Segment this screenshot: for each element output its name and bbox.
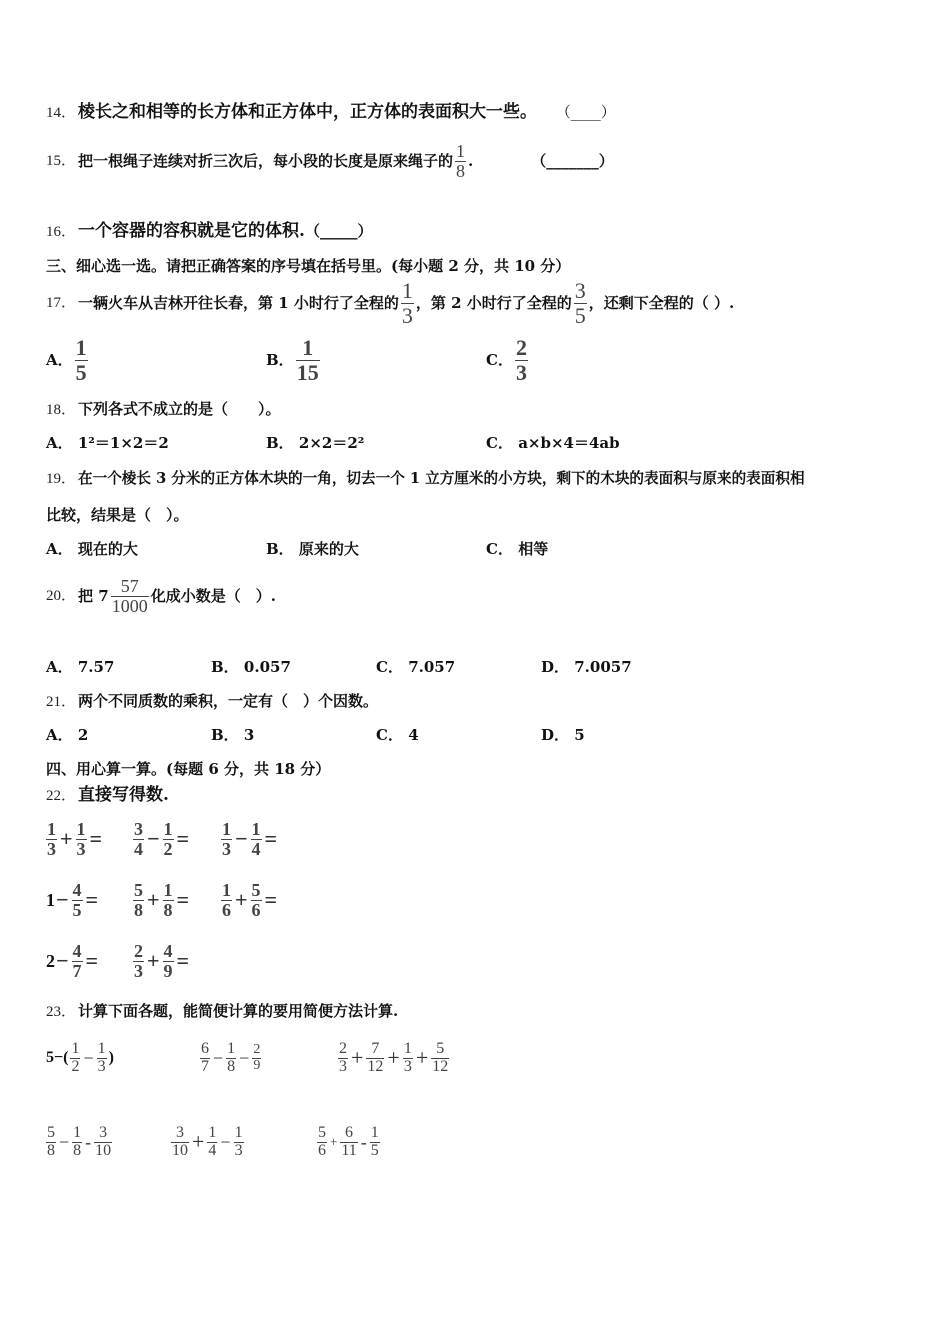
option-text: 7.0057 bbox=[574, 658, 632, 676]
answer-blank[interactable]: （_____） bbox=[304, 222, 373, 240]
option-a[interactable] bbox=[46, 433, 169, 453]
option-text: 现在的大 bbox=[77, 540, 138, 558]
question-number: 14． bbox=[46, 105, 77, 121]
expression bbox=[219, 814, 278, 864]
fraction: $\frac{6}{11}$ bbox=[341, 1123, 357, 1159]
option-text: 原来的大 bbox=[298, 540, 359, 558]
option-label: B． bbox=[266, 434, 294, 452]
question-number: 19． bbox=[46, 471, 77, 487]
fraction: $\frac{7}{12}$ bbox=[367, 1039, 384, 1075]
question-number: 23． bbox=[46, 1004, 77, 1020]
option-b[interactable] bbox=[266, 539, 359, 559]
option-b[interactable] bbox=[211, 725, 254, 745]
operator: = bbox=[85, 948, 99, 973]
question-text: ，还剩下全程的（ ）. bbox=[588, 294, 735, 312]
option-text: 相等 bbox=[518, 540, 549, 558]
question-text: ，第 2 小时行了全程的 bbox=[415, 294, 572, 312]
expression bbox=[198, 1031, 263, 1085]
option-label: A． bbox=[46, 351, 73, 369]
option-b[interactable] bbox=[266, 334, 322, 386]
question-text: 在一个棱长 3 分米的正方体木块的一角，切去一个 1 立方厘米的小方块，剩下的木块的表面积与原来的表面积相 bbox=[78, 470, 805, 487]
operator: - bbox=[85, 1131, 92, 1152]
question-number: 15． bbox=[46, 153, 77, 169]
question-text: 一辆火车从吉林开往长春，第 1 小时行了全程的 bbox=[78, 294, 399, 312]
fraction: $\frac{5}{6}$ bbox=[318, 1123, 326, 1159]
operator: − bbox=[83, 1047, 94, 1068]
fraction: $\frac{1}{5}$ bbox=[370, 1123, 379, 1159]
expression bbox=[131, 875, 190, 925]
option-a[interactable] bbox=[46, 539, 138, 559]
answer-blank[interactable]: （_______） bbox=[531, 152, 614, 170]
operator: + bbox=[235, 887, 248, 912]
fraction: $\frac{5}{8}$ bbox=[134, 879, 143, 920]
question-number: 22． bbox=[46, 788, 77, 804]
fraction: $\frac{1}{8}$ bbox=[456, 140, 466, 181]
operator: − bbox=[147, 826, 160, 851]
operator: + bbox=[192, 1129, 205, 1154]
option-text: a×b×4＝4ab bbox=[518, 434, 620, 452]
option-label: A． bbox=[46, 658, 73, 676]
option-c[interactable] bbox=[486, 334, 530, 386]
fraction: $\frac{1}{3}$ bbox=[401, 278, 413, 328]
option-c[interactable] bbox=[376, 657, 455, 677]
question-23 bbox=[46, 1001, 398, 1022]
option-label: D． bbox=[541, 726, 570, 744]
fraction: $\frac{1}{2}$ bbox=[163, 818, 173, 859]
fraction: $\frac{1}{3}$ bbox=[403, 1039, 412, 1075]
option-text: 0.057 bbox=[243, 658, 291, 676]
section-4-heading: 四、用心算一算。(每题 6 分，共 18 分） bbox=[46, 760, 331, 778]
fraction: $\frac{1}{8}$ bbox=[73, 1123, 82, 1159]
option-c[interactable] bbox=[486, 539, 548, 559]
fraction: $\frac{5}{12}$ bbox=[432, 1039, 449, 1075]
integer: 5−( bbox=[46, 1049, 69, 1066]
option-label: C． bbox=[486, 540, 513, 558]
operator: = bbox=[264, 887, 278, 912]
expression bbox=[315, 1115, 382, 1169]
option-label: C． bbox=[486, 434, 513, 452]
expression bbox=[131, 936, 190, 986]
question-text: 把一根绳子连续对折三次后，每小段的长度是原来绳子的 bbox=[78, 152, 454, 170]
operator: + bbox=[415, 1045, 429, 1070]
fraction: $\frac{4}{9}$ bbox=[163, 940, 173, 981]
operator: + bbox=[60, 826, 73, 851]
expression bbox=[46, 936, 99, 986]
option-c[interactable] bbox=[486, 433, 620, 453]
fraction: $\frac{1}{15}$ bbox=[296, 335, 319, 385]
option-label: B． bbox=[211, 658, 239, 676]
question-text: 下列各式不成立的是（ ）。 bbox=[78, 400, 281, 418]
question-text: 计算下面各题，能简便计算的要用简便方法计算. bbox=[78, 1002, 399, 1020]
fraction: $\frac{1}{2}$ bbox=[71, 1039, 80, 1075]
option-b[interactable] bbox=[211, 657, 291, 677]
question-number: 21． bbox=[46, 694, 77, 710]
fraction: $\frac{4}{7}$ bbox=[72, 940, 82, 981]
question-text: 两个不同质数的乘积，一定有（ ）个因数。 bbox=[78, 692, 379, 710]
option-label: B． bbox=[266, 351, 294, 369]
question-18 bbox=[46, 399, 281, 420]
fraction: $\frac{3}{10}$ bbox=[172, 1123, 188, 1159]
fraction: $\frac{1}{3}$ bbox=[97, 1039, 106, 1075]
option-label: D． bbox=[541, 658, 570, 676]
answer-blank[interactable]: （____） bbox=[555, 103, 616, 121]
option-text: 2 bbox=[77, 726, 89, 744]
option-text: 7.057 bbox=[408, 658, 456, 676]
operator: − bbox=[56, 887, 69, 912]
fraction: $\frac{2}{9}$ bbox=[253, 1041, 261, 1073]
fraction: $\frac{2}{3}$ bbox=[134, 940, 143, 981]
fraction: $\frac{2}{3}$ bbox=[515, 335, 527, 385]
option-a[interactable] bbox=[46, 657, 114, 677]
fraction: $\frac{5}{6}$ bbox=[251, 879, 261, 920]
operator: + bbox=[387, 1045, 400, 1070]
fraction: $\frac{1}{3}$ bbox=[222, 818, 231, 859]
question-text: 一个容器的容积就是它的体积. bbox=[78, 221, 305, 241]
option-label: A． bbox=[46, 540, 73, 558]
option-label: A． bbox=[46, 726, 73, 744]
expression bbox=[46, 875, 99, 925]
operator: − bbox=[56, 948, 69, 973]
operator: + bbox=[351, 1045, 364, 1070]
integer: 1 bbox=[46, 889, 55, 910]
option-label: A． bbox=[46, 434, 73, 452]
fraction: $\frac{57}{1000}$ bbox=[111, 575, 148, 616]
operator: = bbox=[176, 826, 190, 851]
fraction: $\frac{1}{8}$ bbox=[163, 879, 173, 920]
question-number: 17． bbox=[46, 295, 77, 311]
fraction: $\frac{4}{5}$ bbox=[72, 879, 82, 920]
question-19 bbox=[46, 468, 805, 489]
question-19-line-2: 比较，结果是（ ）。 bbox=[46, 506, 189, 524]
operator: = bbox=[176, 887, 190, 912]
option-c[interactable] bbox=[376, 725, 419, 745]
question-text: 化成小数是（ ）. bbox=[150, 587, 276, 605]
option-label: C． bbox=[376, 726, 403, 744]
question-20 bbox=[46, 572, 276, 620]
option-text: 1²＝1×2＝2 bbox=[77, 434, 169, 452]
fraction: $\frac{1}{5}$ bbox=[75, 335, 87, 385]
operator: = bbox=[176, 948, 190, 973]
option-text: 4 bbox=[408, 726, 419, 744]
operator: + bbox=[147, 948, 160, 973]
fraction: $\frac{3}{10}$ bbox=[95, 1123, 112, 1159]
operator: + bbox=[330, 1134, 338, 1149]
question-17 bbox=[46, 278, 734, 328]
fraction: $\frac{1}{3}$ bbox=[76, 818, 86, 859]
question-21 bbox=[46, 691, 378, 712]
fraction: $\frac{1}{8}$ bbox=[227, 1039, 236, 1075]
question-text: 把 7 bbox=[78, 587, 109, 605]
option-text: 2×2＝2² bbox=[298, 434, 365, 452]
integer: 2 bbox=[46, 950, 55, 971]
fraction: $\frac{1}{6}$ bbox=[222, 879, 231, 920]
operator: − bbox=[239, 1047, 250, 1068]
fraction: $\frac{2}{3}$ bbox=[339, 1039, 347, 1075]
option-b[interactable] bbox=[266, 433, 364, 453]
option-label: B． bbox=[266, 540, 294, 558]
expression bbox=[44, 1115, 114, 1169]
fraction: $\frac{1}{3}$ bbox=[47, 818, 56, 859]
fraction: $\frac{1}{4}$ bbox=[251, 818, 261, 859]
expression bbox=[44, 814, 103, 864]
option-text: 5 bbox=[574, 726, 585, 744]
question-15 bbox=[46, 138, 614, 184]
option-text: 7.57 bbox=[77, 658, 115, 676]
operator: = bbox=[89, 826, 103, 851]
operator: − bbox=[235, 826, 248, 851]
fraction: $\frac{1}{4}$ bbox=[208, 1123, 217, 1159]
option-a[interactable] bbox=[46, 334, 90, 386]
question-number: 16． bbox=[46, 224, 77, 240]
question-number: 20． bbox=[46, 588, 77, 604]
option-text: 3 bbox=[243, 726, 255, 744]
operator: + bbox=[147, 887, 160, 912]
option-d[interactable] bbox=[541, 725, 585, 745]
question-number: 18． bbox=[46, 402, 77, 418]
question-22 bbox=[46, 785, 169, 806]
question-14 bbox=[46, 102, 616, 123]
operator: - bbox=[360, 1131, 367, 1152]
expression bbox=[46, 1031, 114, 1085]
integer: ) bbox=[108, 1049, 114, 1066]
fraction: $\frac{6}{7}$ bbox=[201, 1039, 209, 1075]
operator: = bbox=[264, 826, 278, 851]
expression bbox=[219, 875, 278, 925]
option-label: B． bbox=[211, 726, 239, 744]
option-d[interactable] bbox=[541, 657, 632, 677]
expression bbox=[169, 1115, 246, 1169]
period: . bbox=[468, 152, 474, 170]
fraction: $\frac{5}{8}$ bbox=[47, 1123, 55, 1159]
question-text: 棱长之和相等的长方体和正方体中，正方体的表面积大一些。 bbox=[78, 102, 538, 122]
operator: − bbox=[213, 1047, 224, 1068]
question-16 bbox=[46, 221, 372, 242]
option-label: C． bbox=[486, 351, 513, 369]
operator: = bbox=[85, 887, 99, 912]
expression bbox=[131, 814, 190, 864]
fraction: $\frac{1}{3}$ bbox=[234, 1123, 243, 1159]
operator: − bbox=[59, 1131, 70, 1152]
option-label: C． bbox=[376, 658, 403, 676]
section-3-heading: 三、细心选一选。请把正确答案的序号填在括号里。(每小题 2 分，共 10 分） bbox=[46, 257, 571, 275]
question-text: 直接写得数. bbox=[78, 785, 169, 805]
option-a[interactable] bbox=[46, 725, 88, 745]
fraction: $\frac{3}{4}$ bbox=[134, 818, 143, 859]
operator: − bbox=[220, 1131, 231, 1152]
fraction: $\frac{3}{5}$ bbox=[574, 278, 586, 328]
expression bbox=[336, 1031, 451, 1085]
